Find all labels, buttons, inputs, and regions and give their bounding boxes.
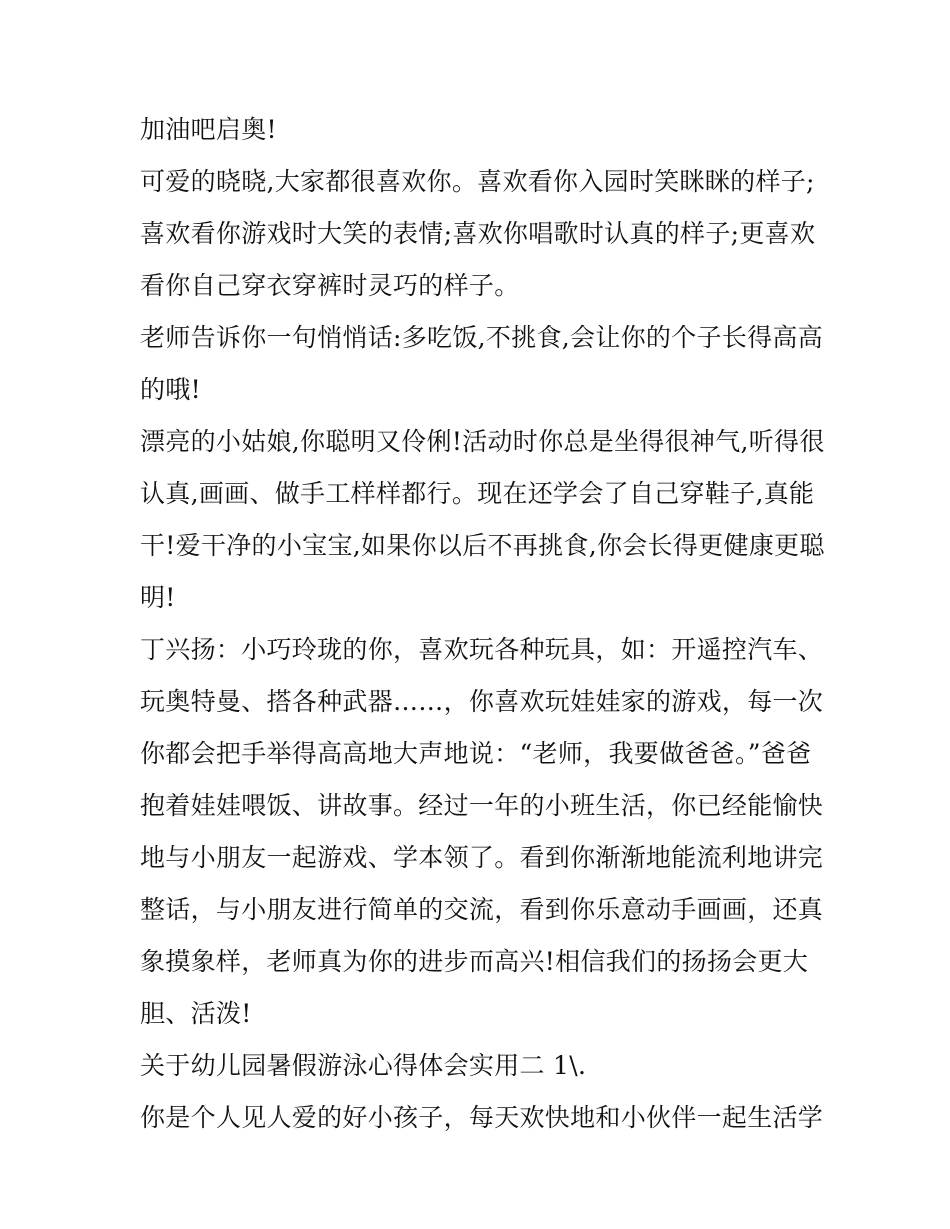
text-line: 加油吧启奥! [140, 115, 277, 144]
text-line: 丁兴扬：小巧玲珑的你，喜欢玩各种玩具，如：开遥控汽车、 [140, 635, 824, 664]
text-line: 关于幼儿园暑假游泳心得体会实用二 1\. [140, 1051, 587, 1080]
text-line: 喜欢看你游戏时大笑的表情;喜欢你唱歌时认真的样子;更喜欢 [140, 219, 816, 248]
text-line: 你都会把手举得高高地大声地说：“老师，我要做爸爸。”爸爸 [140, 739, 812, 768]
text-line: 胆、活泼! [140, 999, 252, 1028]
document-body [140, 104, 825, 1144]
text-line: 地与小朋友一起游戏、学本领了。看到你渐渐地能流利地讲完 [140, 843, 824, 872]
text-line: 老师告诉你一句悄悄话:多吃饭,不挑食,会让你的个子长得高高 [140, 323, 824, 352]
text-line: 整话，与小朋友进行简单的交流，看到你乐意动手画画，还真 [140, 895, 824, 924]
text-line: 看你自己穿衣穿裤时灵巧的样子。 [140, 271, 520, 300]
text-line: 认真,画画、做手工样样都行。现在还学会了自己穿鞋子,真能 [140, 479, 815, 508]
text-line: 抱着娃娃喂饭、讲故事。经过一年的小班生活，你已经能愉快 [140, 791, 824, 820]
text-line: 漂亮的小姑娘,你聪明又伶俐!活动时你总是坐得很神气,听得很 [140, 427, 825, 456]
text-line: 明! [140, 583, 176, 612]
text-line: 的哦! [140, 375, 201, 404]
text-line: 干!爱干净的小宝宝,如果你以后不再挑食,你会长得更健康更聪 [140, 531, 825, 560]
text-line: 玩奥特曼、搭各种武器……，你喜欢玩娃娃家的游戏，每一次 [140, 687, 824, 716]
text-line: 象摸象样，老师真为你的进步而高兴!相信我们的扬扬会更大 [140, 947, 809, 976]
text-line: 可爱的晓晓,大家都很喜欢你。喜欢看你入园时笑眯眯的样子; [140, 167, 815, 196]
text-line: 你是个人见人爱的好小孩子，每天欢快地和小伙伴一起生活学 [140, 1103, 824, 1132]
